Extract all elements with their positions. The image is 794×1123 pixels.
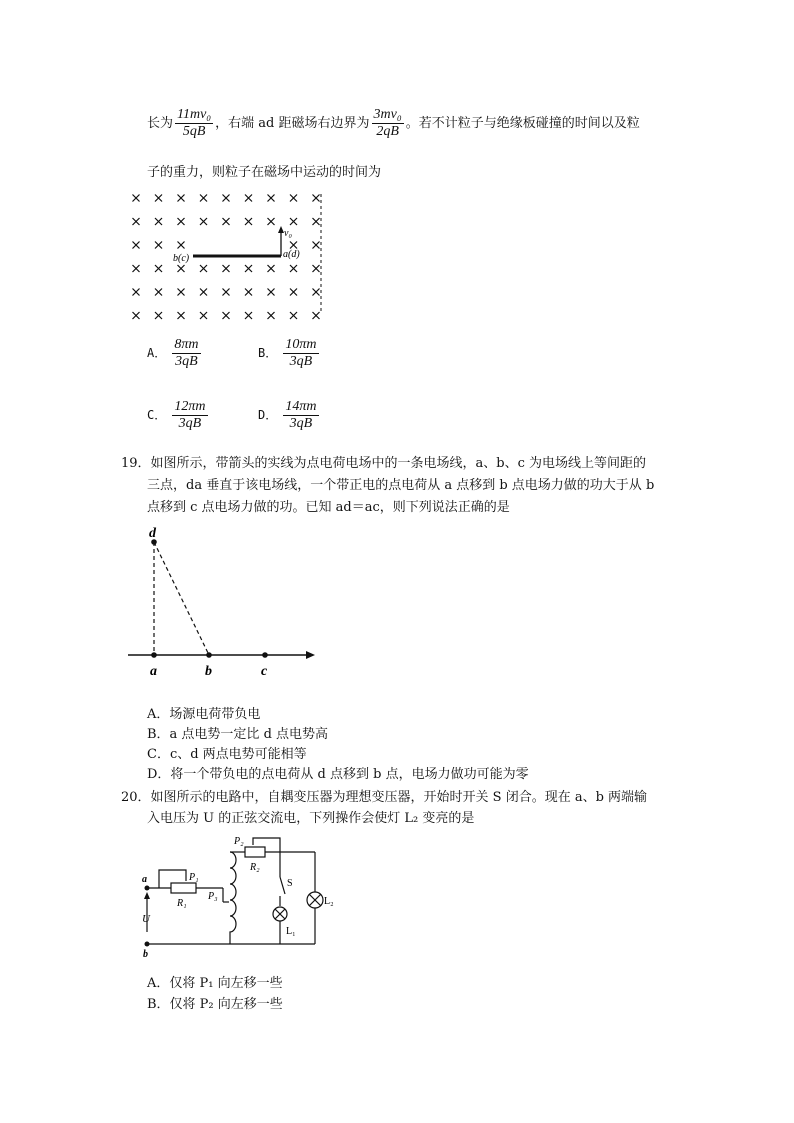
field-cross-mark: [245, 265, 252, 272]
label-r1: R₁: [177, 898, 187, 909]
field-cross-mark: [133, 289, 140, 296]
slider-p1: [159, 870, 186, 888]
field-cross-mark: [155, 195, 162, 202]
field-cross-mark: [133, 218, 140, 225]
frac-denominator: 2qB: [376, 124, 399, 139]
q18-text-post: 。若不计粒子与绝缘板碰撞的时间以及粒: [405, 116, 640, 131]
q19-line3: 点移到 c 点电场力做的功。已知 ad＝ac，则下列说法正确的是: [147, 500, 510, 515]
q20-option-b[interactable]: B．仅将 P₂ 向左移一些: [147, 997, 283, 1012]
label-a: a: [142, 874, 147, 885]
option-fraction: [283, 399, 318, 432]
q19-option-c[interactable]: C．c、d 两点电势可能相等: [147, 747, 307, 762]
field-cross-mark: [178, 289, 185, 296]
frac-denominator: 3qB: [289, 354, 313, 369]
field-cross-mark: [223, 195, 230, 202]
ad-label: a(d): [283, 249, 300, 260]
q18-fraction-length: [175, 107, 213, 140]
field-cross-mark: [155, 218, 162, 225]
frac-denominator: 3qB: [178, 416, 202, 431]
resistor-r2: [245, 847, 265, 857]
point-c: [262, 652, 268, 658]
label-r2: R₂: [250, 862, 260, 873]
field-cross-mark: [223, 289, 230, 296]
field-cross-mark: [245, 289, 252, 296]
field-cross-mark: [223, 312, 230, 319]
field-cross-mark: [155, 312, 162, 319]
field-cross-mark: [133, 242, 140, 249]
frac-numerator: 3mv₀: [373, 107, 402, 122]
magnetic-field-figure: [125, 186, 335, 321]
field-cross-mark: [268, 265, 275, 272]
slider-p2: [253, 838, 280, 852]
bc-label: b(c): [173, 253, 190, 264]
q18-option-a[interactable]: [147, 337, 203, 370]
field-cross-mark: [245, 218, 252, 225]
q18-option-c[interactable]: [147, 399, 210, 432]
label-d: d: [149, 526, 156, 541]
q18-line1: [147, 107, 640, 140]
switch-s: [280, 877, 285, 894]
field-cross-mark: [245, 195, 252, 202]
q19-line2: 三点，da 垂直于该电场线，一个带正电的点电荷从 a 点移到 b 点电场力做的功大于从 b: [147, 478, 655, 493]
option-letter: B．: [258, 346, 278, 360]
field-cross-mark: [268, 195, 275, 202]
frac-numerator: 12πm: [174, 399, 206, 414]
circuit-figure: [135, 832, 340, 962]
field-cross-mark: [178, 218, 185, 225]
q19-option-b[interactable]: B．a 点电势一定比 d 点电势高: [147, 727, 329, 742]
q19-option-a[interactable]: A．场源电荷带负电: [147, 707, 261, 722]
option-letter: D．: [258, 408, 278, 422]
field-cross-mark: [290, 242, 297, 249]
field-cross-mark: [313, 265, 320, 272]
v0-label: v₀: [284, 228, 292, 239]
label-p3: P₃: [208, 891, 218, 902]
q18-fraction-distance: [372, 107, 404, 140]
point-a: [151, 652, 157, 658]
q20-option-a[interactable]: A．仅将 P₁ 向左移一些: [147, 976, 283, 991]
field-cross-mark: [313, 195, 320, 202]
terminal-b: [145, 942, 150, 947]
field-cross-mark: [223, 218, 230, 225]
label-a: a: [150, 664, 157, 679]
voltage-arrowhead: [144, 892, 150, 899]
field-cross-mark: [290, 218, 297, 225]
field-cross-mark: [178, 195, 185, 202]
field-cross-mark: [200, 265, 207, 272]
field-cross-mark: [133, 195, 140, 202]
field-cross-mark: [178, 265, 185, 272]
option-letter: A．: [147, 346, 167, 360]
field-cross-mark: [200, 312, 207, 319]
field-cross-mark: [245, 312, 252, 319]
electric-field-figure: [120, 522, 325, 682]
frac-denominator: 3qB: [175, 354, 198, 369]
q18-line2: 子的重力，则粒子在磁场中运动的时间为: [147, 165, 382, 180]
field-cross-mark: [155, 265, 162, 272]
field-line-arrowhead: [306, 651, 315, 659]
field-cross-mark: [178, 242, 185, 249]
label-c: c: [261, 664, 268, 679]
q18-text-pre: 长为: [147, 116, 174, 131]
autotransformer-coil: [230, 852, 236, 944]
option-fraction: [172, 399, 207, 432]
field-cross-mark: [290, 312, 297, 319]
label-b: b: [205, 664, 212, 679]
point-b: [206, 652, 212, 658]
frac-numerator: 10πm: [285, 337, 317, 352]
q20-line2: 入电压为 U 的正弦交流电，下列操作会使灯 L₂ 变亮的是: [147, 811, 475, 826]
field-cross-mark: [268, 289, 275, 296]
field-cross-mark: [313, 218, 320, 225]
q19-option-d[interactable]: D．将一个带负电的点电荷从 d 点移到 b 点，电场力做功可能为零: [147, 767, 529, 782]
frac-denominator: 5qB: [182, 124, 206, 139]
label-b: b: [143, 949, 148, 960]
field-cross-mark: [290, 289, 297, 296]
field-cross-mark: [200, 195, 207, 202]
label-s: S: [287, 878, 293, 889]
label-l2: L₂: [324, 896, 334, 907]
field-cross-mark: [133, 265, 140, 272]
field-cross-mark: [133, 312, 140, 319]
field-cross-mark: [155, 242, 162, 249]
field-cross-mark: [268, 218, 275, 225]
db-dashed: [154, 542, 209, 655]
option-fraction: [283, 337, 318, 370]
field-cross-mark: [290, 265, 297, 272]
field-cross-mark: [223, 265, 230, 272]
field-cross-mark: [155, 289, 162, 296]
label-u: U: [142, 913, 150, 925]
option-fraction: [172, 337, 200, 370]
q18-option-b[interactable]: [258, 337, 321, 370]
label-p1: P₁: [189, 872, 199, 883]
option-letter: C．: [147, 408, 167, 422]
frac-numerator: 14πm: [285, 399, 317, 414]
frac-numerator: 8πm: [174, 337, 199, 352]
q19-line1: 19．如图所示，带箭头的实线为点电荷电场中的一条电场线，a、b、c 为电场线上等间距的: [121, 456, 647, 471]
frac-denominator: 3qB: [289, 416, 313, 431]
field-cross-mark: [200, 289, 207, 296]
label-l1: L₁: [286, 926, 296, 937]
field-cross-mark: [290, 195, 297, 202]
field-cross-mark: [313, 289, 320, 296]
field-cross-mark: [178, 312, 185, 319]
q20-line1: 20．如图所示的电路中，自耦变压器为理想变压器，开始时开关 S 闭合。现在 a、b 两端输: [121, 790, 648, 805]
label-p2: P₂: [234, 836, 244, 847]
terminal-a: [145, 886, 150, 891]
field-cross-mark: [268, 312, 275, 319]
frac-numerator: 11mv₀: [177, 107, 212, 122]
field-cross-mark: [200, 218, 207, 225]
q18-text-mid: ，右端 ad 距磁场右边界为: [215, 116, 370, 131]
q18-option-d[interactable]: [258, 399, 321, 432]
field-cross-mark: [313, 312, 320, 319]
field-cross-mark: [313, 242, 320, 249]
resistor-r1: [171, 883, 196, 893]
